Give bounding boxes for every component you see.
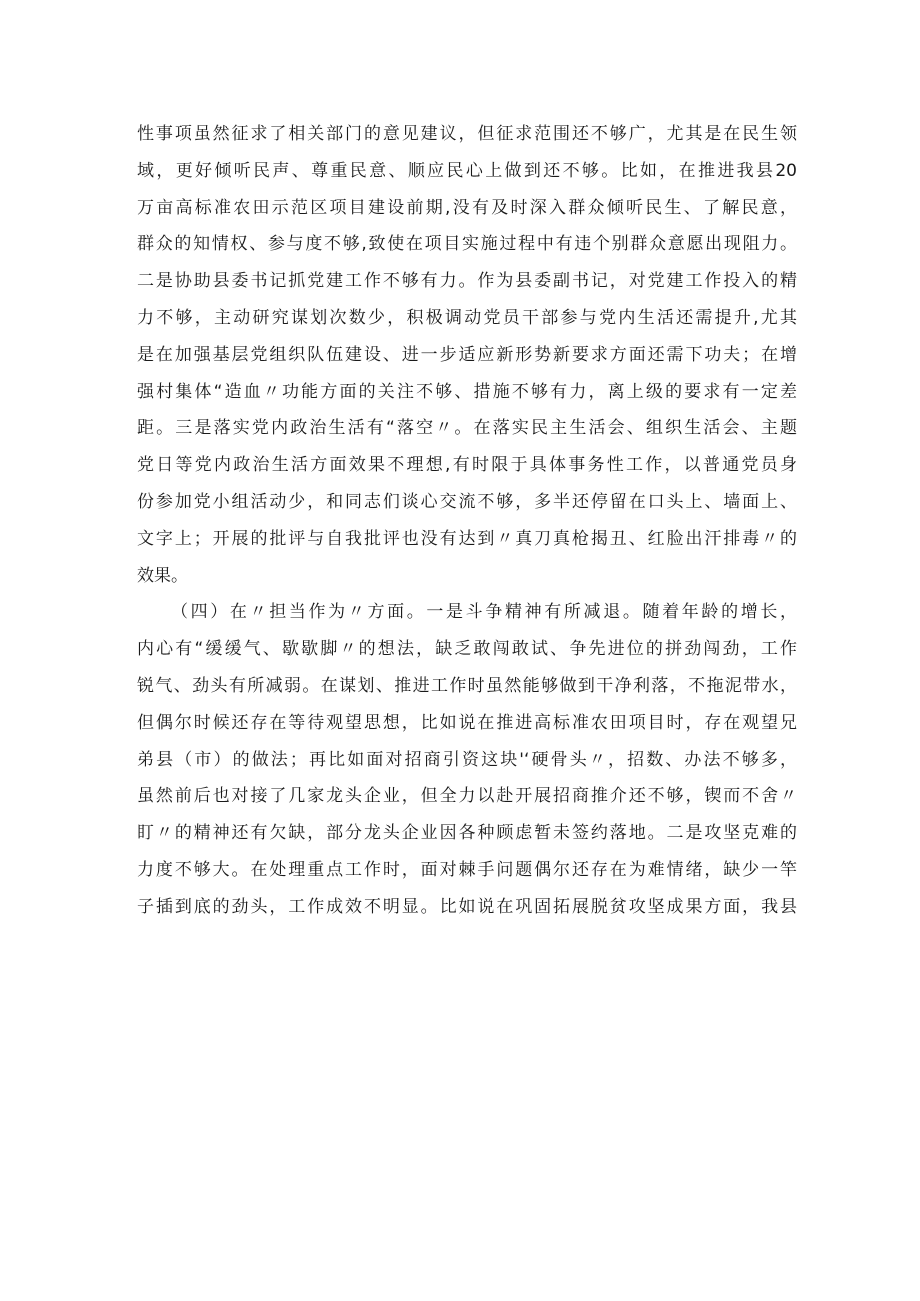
- text-line: 弟县（市）的做法；再比如面对招商引资这块'‘硬骨头〃，招数、办法不够多，: [137, 749, 797, 770]
- text-line: 力不够，主动研究谋划次数少，积极调动党员干部参与党内生活还需提升,尤其: [137, 307, 797, 328]
- text-line: 盯〃的精神还有欠缺，部分龙头企业因各种顾虑暂未签约落地。二是攻坚克难的: [137, 823, 797, 844]
- text-line: 虽然前后也对接了几家龙头企业，但全力以赴开展招商推介还不够，锲而不舍〃: [137, 786, 797, 807]
- text-line: 性事项虽然征求了相关部门的意见建议，但征求范围还不够广，尤其是在民生领: [137, 124, 797, 144]
- text-line: 内心有“缓缓气、歇歇脚〃的想法，缺乏敢闯敢试、争先进位的拼劲闯劲，工作: [137, 639, 797, 660]
- text-line: 强村集体“造血〃功能方面的关注不够、措施不够有力，离上级的要求有一定差: [137, 381, 797, 402]
- text-line: 万亩高标准农田示范区项目建设前期,没有及时深入群众倾听民生、了解民意，: [137, 197, 797, 218]
- text-line: 力度不够大。在处理重点工作时，面对棘手问题偶尔还存在为难情绪，缺少一竿: [137, 859, 797, 880]
- text-line: 是在加强基层党组织队伍建设、进一步适应新形势新要求方面还需下功夫；在增: [137, 344, 797, 365]
- text-line: 但偶尔时候还存在等待观望思想，比如说在推进高标准农田项目时，存在观望兄: [137, 712, 797, 733]
- text-line: 二是协助县委书记抓党建工作不够有力。作为县委副书记，对党建工作投入的精: [137, 271, 797, 292]
- paragraph-1: [137, 116, 797, 594]
- text-line: 文字上；开展的批评与自我批评也没有达到〃真刀真枪揭丑、红脸出汗排毒〃的: [137, 528, 797, 549]
- text-line: 锐气、劲头有所减弱。在谋划、推进工作时虽然能够做到干净利落，不拖泥带水，: [137, 675, 797, 696]
- text-line: 群众的知情权、参与度不够,致使在项目实施过程中有违个别群众意愿出现阻力。: [137, 234, 797, 255]
- text-line: 份参加党小组活动少，和同志们谈心交流不够，多半还停留在口头上、墙面上、: [137, 491, 797, 512]
- paragraph-2: [137, 594, 797, 925]
- text-line: 效果。: [137, 565, 188, 586]
- text-line: 距。三是落实党内政治生活有“落空〃。在落实民主生活会、组织生活会、主题: [137, 418, 797, 439]
- text-line: 子插到底的劲头，工作成效不明显。比如说在巩固拓展脱贫攻坚成果方面，我县: [137, 896, 797, 917]
- text-line: 党日等党内政治生活方面效果不理想,有时限于具体事务性工作，以普通党员身: [137, 455, 797, 476]
- document-body: [137, 116, 797, 926]
- text-line: 域，更好倾听民声、尊重民意、顺应民心上做到还不够。比如，在推进我县20: [137, 160, 797, 181]
- text-line: （四）在〃担当作为〃方面。一是斗争精神有所减退。随着年龄的增长，: [171, 602, 797, 623]
